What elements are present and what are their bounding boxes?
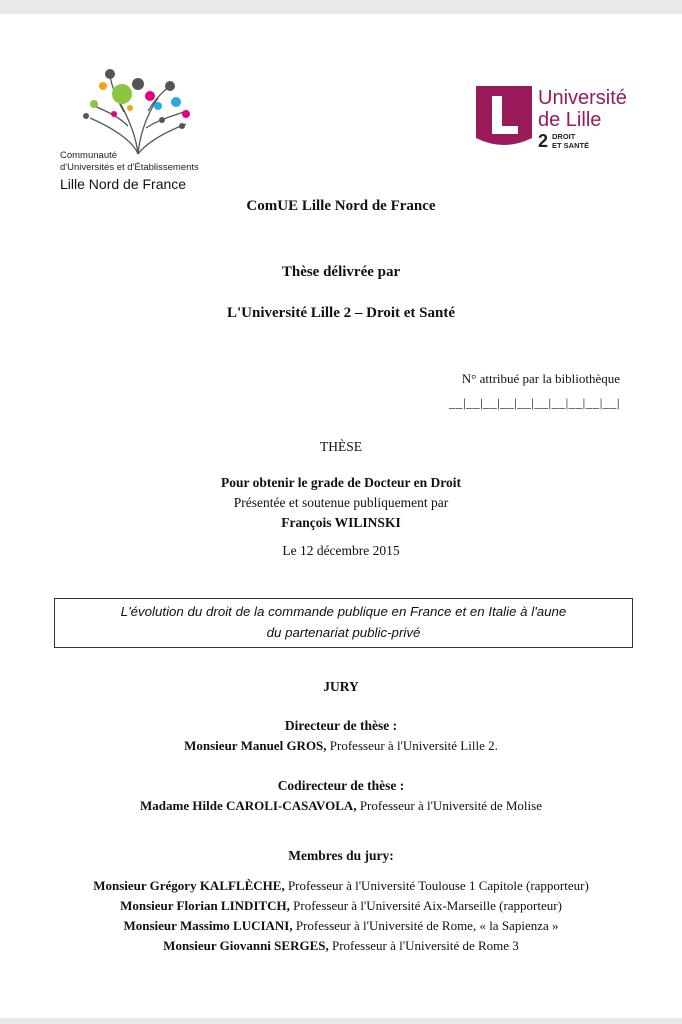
director-line	[0, 738, 682, 754]
jury-member	[0, 898, 682, 914]
member-role: Professeur à l'Université Aix-Marseille (rapporteur)	[289, 898, 562, 913]
comue-line2: d'Universités et d'Établissements	[60, 162, 199, 173]
codirector-line	[0, 798, 682, 814]
jury-member	[0, 938, 682, 954]
lille-emblem-icon	[476, 86, 532, 150]
universite-lille-logo	[476, 86, 666, 166]
members-heading: Membres du jury:	[288, 848, 394, 863]
thesis-grade: Pour obtenir le grade de Docteur en Droit	[220, 475, 462, 490]
codirector-name: Madame Hilde CAROLI-CASAVOLA,	[140, 798, 357, 813]
library-number-label: N° attribué par la bibliothèque	[461, 371, 620, 386]
thesis-presented: Présentée et soutenue publiquement par	[233, 495, 449, 510]
lille-sub2: ET SANTÉ	[552, 141, 590, 150]
director-heading: Directeur de thèse :	[284, 718, 398, 733]
member-name: Monsieur Massimo LUCIANI,	[123, 918, 293, 933]
comue-tree-icon	[58, 56, 208, 156]
member-role: Professeur à l'Université Toulouse 1 Capitole (rapporteur)	[284, 878, 589, 893]
delivered-by-heading: Thèse délivrée par	[281, 264, 401, 280]
director-role: Professeur à l'Université Lille 2.	[326, 738, 498, 753]
lille-line2: de Lille	[538, 109, 602, 131]
document-page	[0, 14, 682, 1018]
university-heading: L'Université Lille 2 – Droit et Santé	[226, 305, 456, 321]
member-role: Professeur à l'Université de Rome, « la Sapienza »	[292, 918, 559, 933]
jury-member	[0, 918, 682, 934]
thesis-date: Le 12 décembre 2015	[282, 543, 400, 558]
comue-line3: Lille Nord de France	[60, 176, 187, 192]
institution-heading: ComUE Lille Nord de France	[246, 198, 436, 214]
thesis-title-line2: du partenariat public-privé	[266, 625, 421, 640]
member-role: Professeur à l'Université de Rome 3	[328, 938, 519, 953]
thesis-title-box	[54, 598, 633, 648]
jury-heading: JURY	[323, 679, 359, 694]
lille-line1: Université	[538, 87, 627, 109]
member-name: Monsieur Giovanni SERGES,	[163, 938, 329, 953]
thesis-title-line1: L'évolution du droit de la commande publique en France et en Italie à l'aune	[120, 604, 567, 619]
thesis-heading: THÈSE	[320, 439, 362, 454]
lille-number: 2	[538, 131, 549, 151]
jury-member	[0, 878, 682, 894]
member-name: Monsieur Florian LINDITCH,	[120, 898, 290, 913]
comue-line1: Communauté	[60, 150, 118, 161]
thesis-author: François WILINSKI	[281, 515, 401, 530]
member-name: Monsieur Grégory KALFLÈCHE,	[93, 878, 285, 893]
codirector-heading: Codirecteur de thèse :	[277, 778, 405, 793]
comue-logo	[58, 56, 208, 196]
lille-sub1: DROIT	[552, 132, 576, 141]
director-name: Monsieur Manuel GROS,	[184, 738, 327, 753]
codirector-role: Professeur à l'Université de Molise	[356, 798, 542, 813]
library-number-slots: __|__|__|__|__|__|__|__|__|__|	[448, 395, 620, 410]
